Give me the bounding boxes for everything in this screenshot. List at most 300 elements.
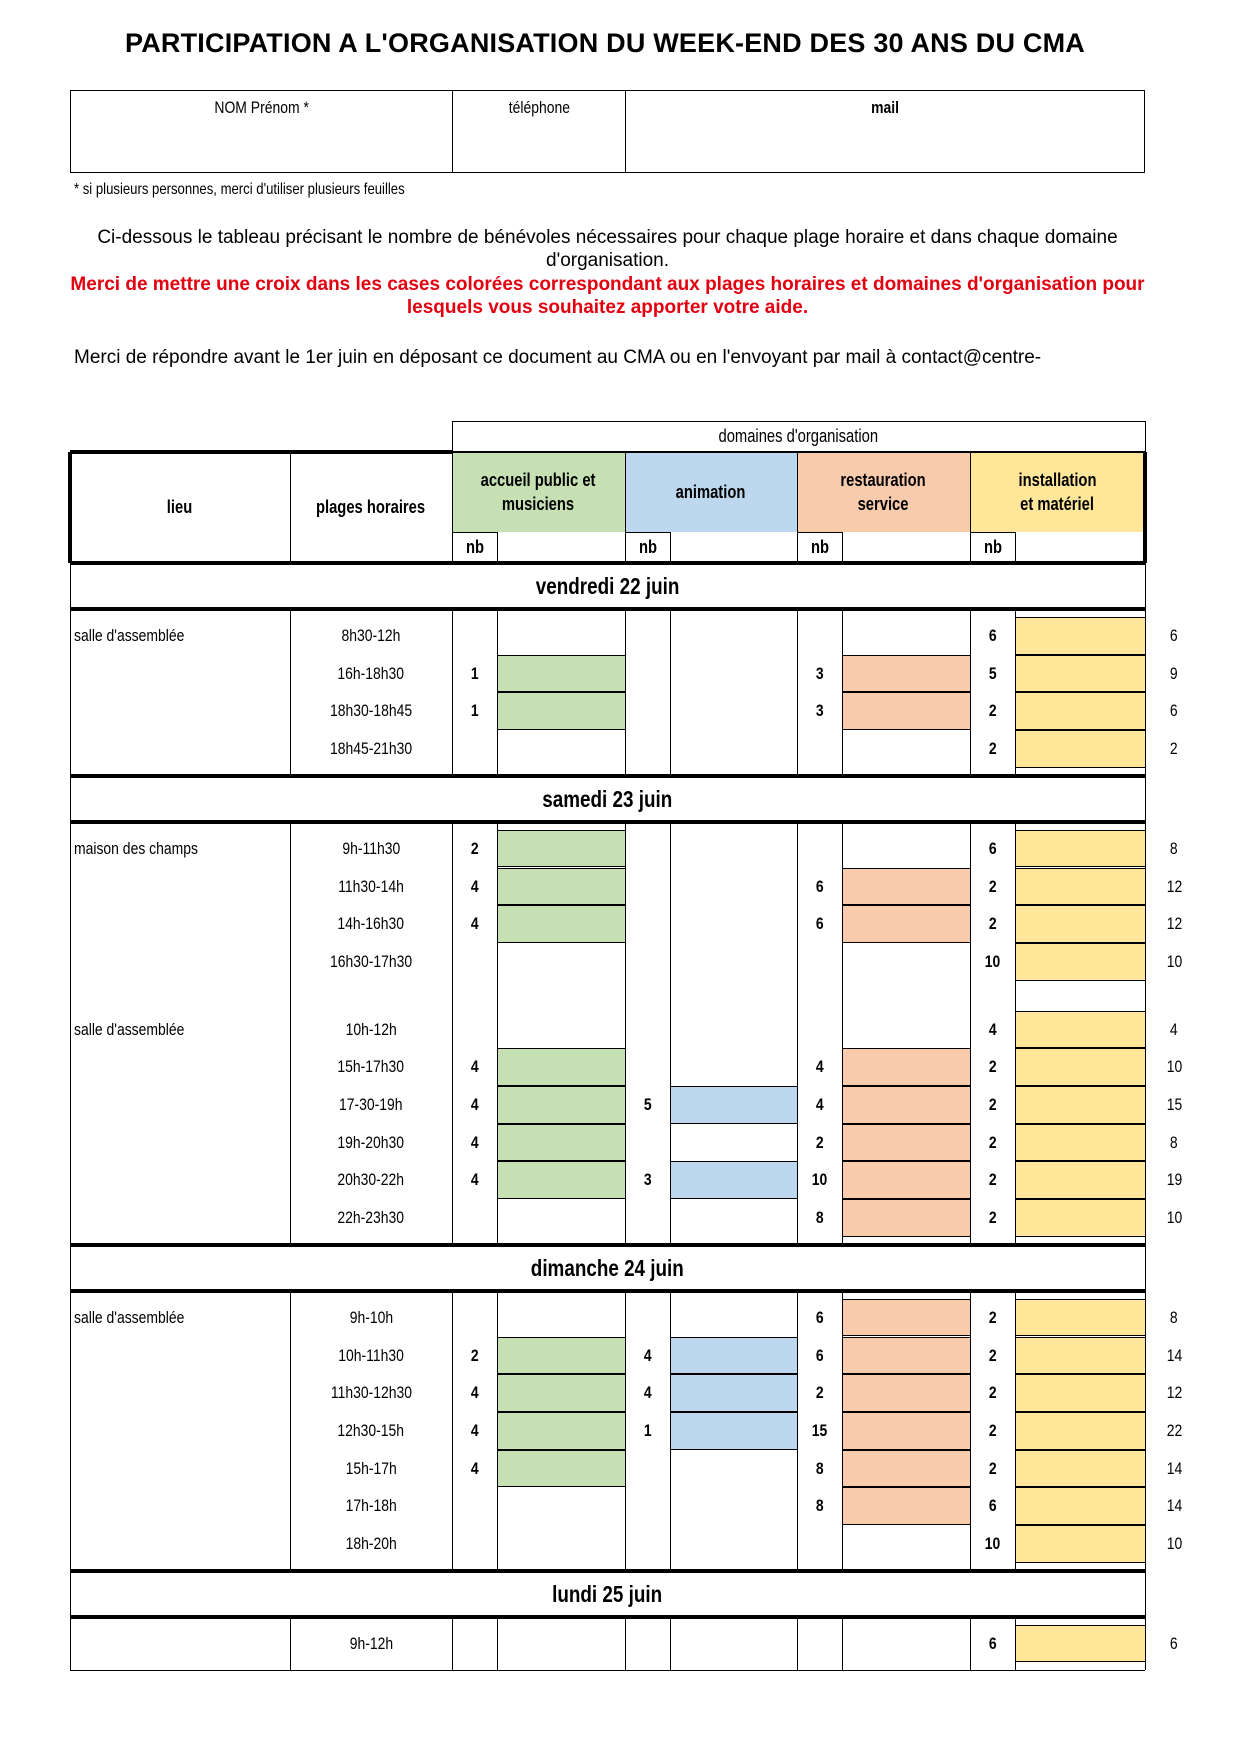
cell-nb-installation-text: 2: [988, 1057, 997, 1077]
cell-nb-restauration-text: 6: [815, 1345, 824, 1365]
cell-nb-installation-text: 2: [988, 1170, 997, 1190]
grid-line-v: [1145, 822, 1146, 1245]
cell-nb-accueil: [452, 1124, 497, 1162]
cell-plage-horaire: [290, 1086, 452, 1124]
row-total-text: 22: [1166, 1420, 1182, 1440]
cell-nb-accueil-text: 4: [470, 1095, 479, 1114]
cell-nb-animation: [625, 1412, 670, 1450]
volunteer-checkbox-accueil[interactable]: [497, 1086, 625, 1124]
row-total-text: 10: [1166, 1534, 1182, 1553]
cell-nb-accueil: [452, 1048, 497, 1086]
cell-nb-restauration-text: 6: [815, 914, 824, 934]
column-header-lieu-text: lieu: [167, 497, 193, 517]
cell-plage-horaire-text: 12h30-15h: [337, 1420, 405, 1440]
cell-nb-animation-text: 4: [643, 1345, 652, 1365]
grid-line-v: [452, 1291, 453, 1571]
row-total-text: 6: [1170, 1633, 1178, 1653]
day-header-3: [70, 1571, 1145, 1617]
cell-nb-installation-text: 4: [988, 1019, 997, 1039]
cell-plage-horaire: [290, 1124, 452, 1162]
row-total-text: 12: [1166, 914, 1182, 934]
domain-label-accueil-0: [452, 468, 625, 492]
day-header-2: [70, 1245, 1145, 1291]
cell-nb-installation-text: 2: [988, 1345, 997, 1365]
cell-nb-accueil: [452, 1161, 497, 1199]
cell-nb-installation: [970, 1412, 1015, 1450]
cell-nb-accueil: [452, 1086, 497, 1124]
cell-nb-installation: [970, 943, 1015, 981]
row-total: [1150, 1199, 1198, 1237]
grid-line-h: [70, 607, 1145, 611]
cell-nb-installation-text: 2: [988, 1095, 997, 1114]
volunteer-checkbox-restauration[interactable]: [842, 1199, 970, 1237]
cell-nb-installation: [970, 730, 1015, 768]
volunteer-checkbox-accueil[interactable]: [497, 1412, 625, 1450]
row-total-text: 19: [1166, 1170, 1182, 1190]
cell-nb-installation-text: 2: [988, 1420, 997, 1440]
grid-line-v: [670, 822, 671, 1245]
grid-line-v: [1143, 452, 1147, 563]
mail-field-label: mail: [871, 98, 899, 117]
volunteer-checkbox-restauration[interactable]: [842, 1487, 970, 1525]
cell-nb-restauration: [797, 868, 842, 906]
cell-nb-restauration: [797, 1086, 842, 1124]
row-total: [1150, 905, 1198, 943]
cell-nb-restauration: [797, 1412, 842, 1450]
volunteer-checkbox-restauration[interactable]: [842, 655, 970, 693]
cell-nb-installation: [970, 617, 1015, 655]
cell-plage-horaire-text: 14h-16h30: [337, 914, 405, 934]
volunteer-checkbox-installation[interactable]: [1015, 1199, 1145, 1237]
grid-line-h: [452, 532, 497, 533]
nb-label-animation-text: nb: [638, 537, 657, 557]
grid-line-v: [290, 1291, 291, 1571]
volunteer-checkbox-animation[interactable]: [670, 1374, 797, 1412]
cell-plage-horaire: [290, 1048, 452, 1086]
grid-line-v: [970, 609, 971, 776]
domain-label-installation-1-text: et matériel: [1020, 494, 1095, 514]
row-total: [1150, 1086, 1198, 1124]
volunteer-checkbox-installation[interactable]: [1015, 1337, 1145, 1375]
cell-nb-restauration: [797, 905, 842, 943]
row-total-text: 8: [1170, 838, 1178, 858]
grid-line-v: [70, 1291, 71, 1571]
grid-line-v: [452, 822, 453, 1245]
cell-nb-accueil-text: 4: [470, 1132, 479, 1152]
volunteer-checkbox-restauration[interactable]: [842, 1161, 970, 1199]
cell-nb-accueil: [452, 655, 497, 693]
cell-nb-restauration-text: 4: [815, 1057, 824, 1077]
volunteer-checkbox-restauration[interactable]: [842, 1412, 970, 1450]
volunteer-checkbox-installation[interactable]: [1015, 905, 1145, 943]
cell-nb-installation: [970, 692, 1015, 730]
volunteer-checkbox-installation[interactable]: [1015, 1625, 1145, 1663]
grid-line-v: [1145, 1571, 1146, 1617]
cell-nb-accueil-text: 4: [470, 876, 479, 896]
cell-nb-accueil-text: 4: [470, 1458, 479, 1478]
volunteer-checkbox-installation[interactable]: [1015, 1124, 1145, 1162]
grid-line-v: [797, 452, 798, 563]
row-total: [1150, 1124, 1198, 1162]
cell-plage-horaire-text: 15h-17h30: [337, 1057, 405, 1077]
grid-line-v: [68, 452, 72, 563]
grid-line-v: [797, 1617, 798, 1671]
nb-label-restauration-text: nb: [810, 537, 829, 557]
cell-plage-horaire: [290, 1487, 452, 1525]
grid-line-v: [625, 822, 626, 1245]
domain-label-installation-0-text: installation: [1018, 470, 1097, 490]
cell-lieu-text: salle d'assemblée: [74, 1019, 185, 1039]
grid-line-v: [970, 1291, 971, 1571]
volunteer-checkbox-animation[interactable]: [670, 1161, 797, 1199]
grid-line-v: [497, 1617, 498, 1671]
cell-nb-installation: [970, 1199, 1015, 1237]
cell-plage-horaire-text: 16h-18h30: [337, 663, 405, 683]
cell-nb-accueil-text: 2: [470, 838, 479, 858]
volunteer-checkbox-installation[interactable]: [1015, 1374, 1145, 1412]
grid-line-v: [842, 532, 843, 563]
grid-line-v: [625, 452, 626, 563]
cell-plage-horaire: [290, 1011, 452, 1049]
grid-line-v: [797, 1291, 798, 1571]
volunteer-checkbox-installation[interactable]: [1015, 943, 1145, 981]
row-total-text: 10: [1166, 1057, 1182, 1077]
cell-plage-horaire: [290, 1337, 452, 1375]
cell-nb-restauration: [797, 692, 842, 730]
cell-plage-horaire-text: 10h-12h: [345, 1019, 397, 1039]
volunteer-checkbox-accueil[interactable]: [497, 655, 625, 693]
cell-plage-horaire-text: 9h-10h: [349, 1307, 393, 1327]
cell-lieu: [70, 1299, 290, 1337]
cell-plage-horaire: [290, 1625, 452, 1663]
grid-line-h: [452, 451, 1145, 453]
row-total: [1150, 1625, 1198, 1663]
grid-line-v: [1015, 822, 1016, 1245]
volunteer-checkbox-installation[interactable]: [1015, 1487, 1145, 1525]
cell-nb-installation: [970, 1124, 1015, 1162]
grid-line-v: [842, 1291, 843, 1571]
cell-plage-horaire: [290, 655, 452, 693]
cell-nb-animation-text: 4: [643, 1383, 652, 1403]
grid-line-v: [842, 822, 843, 1245]
cell-nb-restauration: [797, 1374, 842, 1412]
day-header-0-text: vendredi 22 juin: [535, 573, 680, 599]
cell-nb-animation: [625, 1161, 670, 1199]
cell-nb-animation-text: 5: [643, 1095, 652, 1114]
grid-line-v: [497, 822, 498, 1245]
cell-nb-installation: [970, 1337, 1015, 1375]
grid-line-v: [1145, 609, 1146, 776]
cell-nb-accueil-text: 1: [470, 663, 479, 683]
row-total-text: 14: [1166, 1458, 1182, 1478]
domain-label-restauration-1-text: service: [858, 494, 909, 514]
volunteer-checkbox-restauration[interactable]: [842, 868, 970, 906]
domain-label-installation-1: [970, 492, 1145, 516]
volunteer-checkbox-installation[interactable]: [1015, 617, 1145, 655]
mail-field[interactable]: [626, 91, 1144, 172]
row-total: [1150, 1450, 1198, 1488]
cell-plage-horaire: [290, 1450, 452, 1488]
cell-nb-installation: [970, 905, 1015, 943]
volunteer-checkbox-installation[interactable]: [1015, 1450, 1145, 1488]
cell-plage-horaire-text: 22h-23h30: [337, 1208, 405, 1228]
cell-nb-installation: [970, 1525, 1015, 1563]
grid-line-v: [670, 532, 671, 563]
cell-nb-installation: [970, 1086, 1015, 1124]
contact-form: [70, 90, 1145, 173]
grid-line-v: [1145, 1291, 1146, 1571]
cell-nb-restauration-text: 2: [815, 1383, 824, 1403]
cell-nb-restauration-text: 3: [815, 701, 824, 721]
cell-plage-horaire-text: 11h30-12h30: [330, 1383, 412, 1403]
row-total: [1150, 1337, 1198, 1375]
grid-line-h: [70, 1615, 1145, 1619]
grid-line-v: [70, 1617, 71, 1671]
row-total-text: 6: [1170, 701, 1178, 721]
volunteer-checkbox-installation[interactable]: [1015, 830, 1145, 868]
grid-line-v: [290, 609, 291, 776]
volunteer-checkbox-accueil[interactable]: [497, 1048, 625, 1086]
volunteer-checkbox-restauration[interactable]: [842, 1337, 970, 1375]
volunteer-checkbox-installation[interactable]: [1015, 692, 1145, 730]
volunteer-checkbox-installation[interactable]: [1015, 1011, 1145, 1049]
cell-plage-horaire: [290, 1525, 452, 1563]
cell-plage-horaire-text: 9h-12h: [349, 1633, 393, 1653]
grid-line-v: [625, 609, 626, 776]
cell-nb-restauration: [797, 1161, 842, 1199]
cell-nb-installation-text: 5: [988, 663, 997, 683]
volunteer-checkbox-installation[interactable]: [1015, 1412, 1145, 1450]
cell-nb-restauration-text: 3: [815, 663, 824, 683]
cell-nb-installation-text: 6: [988, 626, 997, 645]
volunteer-checkbox-animation[interactable]: [670, 1412, 797, 1450]
grid-line-v: [670, 1617, 671, 1671]
intro-text: Ci-dessous le tableau précisant le nombre de bénévoles nécessaires pour chaque plage horaire et dans chaque domaine d'organisation.: [97, 227, 1118, 271]
grid-line-v: [70, 1571, 71, 1617]
grid-line-h: [70, 1289, 1145, 1293]
grid-line-v: [670, 1291, 671, 1571]
cell-plage-horaire-text: 18h45-21h30: [329, 739, 413, 759]
volunteer-checkbox-installation[interactable]: [1015, 868, 1145, 906]
grid-line-v: [497, 609, 498, 776]
cell-nb-accueil-text: 4: [470, 1057, 479, 1077]
volunteer-checkbox-installation[interactable]: [1015, 730, 1145, 768]
cell-nb-accueil: [452, 692, 497, 730]
deadline-text: Merci de répondre avant le 1er juin en déposant ce document au CMA ou en l'envoyant par mail à contact@centre-: [74, 347, 1042, 368]
grid-line-v: [70, 776, 71, 822]
name-field-label: NOM Prénom *: [214, 98, 309, 117]
cell-plage-horaire-text: 16h30-17h30: [329, 951, 413, 971]
cell-lieu-text: salle d'assemblée: [74, 1307, 185, 1327]
grid-line-v: [290, 822, 291, 1245]
cell-plage-horaire: [290, 943, 452, 981]
cell-nb-installation-text: 10: [984, 951, 1001, 971]
cell-plage-horaire: [290, 830, 452, 868]
cell-nb-installation-text: 6: [988, 838, 997, 858]
volunteer-checkbox-accueil[interactable]: [497, 868, 625, 906]
volunteer-checkbox-animation[interactable]: [670, 1086, 797, 1124]
domain-label-restauration-0-text: restauration: [840, 470, 927, 490]
volunteer-checkbox-installation[interactable]: [1015, 1048, 1145, 1086]
cell-nb-animation: [625, 1086, 670, 1124]
cell-lieu: [70, 830, 290, 868]
grid-line-h: [625, 532, 670, 533]
cell-plage-horaire-text: 10h-11h30: [338, 1345, 404, 1365]
volunteer-checkbox-accueil[interactable]: [497, 1337, 625, 1375]
cell-nb-installation: [970, 1487, 1015, 1525]
cell-nb-restauration-text: 6: [815, 1307, 824, 1327]
row-total-text: 10: [1166, 1208, 1182, 1228]
group-header-domaines-text: domaines d'organisation: [718, 426, 879, 446]
cell-nb-installation-text: 2: [988, 1132, 997, 1152]
grid-line-h: [797, 532, 842, 533]
cell-nb-accueil-text: 2: [470, 1345, 479, 1365]
volunteer-checkbox-installation[interactable]: [1015, 1161, 1145, 1199]
grid-line-v: [70, 822, 71, 1245]
cell-nb-restauration: [797, 1124, 842, 1162]
grid-line-v: [70, 1245, 71, 1291]
column-header-plages-horaires: [290, 452, 452, 563]
cell-plage-horaire-text: 18h-20h: [345, 1534, 397, 1553]
volunteer-checkbox-installation[interactable]: [1015, 1525, 1145, 1563]
grid-line-v: [625, 1291, 626, 1571]
cell-nb-installation: [970, 1450, 1015, 1488]
grid-line-v: [452, 452, 453, 563]
cell-nb-accueil: [452, 830, 497, 868]
volunteer-checkbox-restauration[interactable]: [842, 1374, 970, 1412]
volunteer-checkbox-restauration[interactable]: [842, 905, 970, 943]
grid-line-v: [1145, 563, 1146, 609]
phone-field-label: téléphone: [508, 98, 570, 117]
row-total: [1150, 655, 1198, 693]
cell-nb-restauration-text: 10: [811, 1170, 828, 1190]
row-total: [1150, 1299, 1198, 1337]
volunteer-checkbox-accueil[interactable]: [497, 1161, 625, 1199]
cell-plage-horaire-text: 19h-20h30: [337, 1132, 405, 1152]
cell-nb-accueil-text: 4: [470, 1383, 479, 1403]
volunteer-checkbox-installation[interactable]: [1015, 1086, 1145, 1124]
cell-nb-accueil-text: 4: [470, 914, 479, 934]
volunteer-checkbox-restauration[interactable]: [842, 1299, 970, 1337]
volunteer-checkbox-animation[interactable]: [670, 1337, 797, 1375]
grid-line-h: [70, 450, 452, 454]
cell-nb-restauration: [797, 1450, 842, 1488]
nb-label-restauration: [797, 532, 842, 563]
cell-nb-restauration: [797, 1299, 842, 1337]
grid-line-v: [290, 1617, 291, 1671]
cell-lieu: [70, 1011, 290, 1049]
cell-plage-horaire: [290, 692, 452, 730]
grid-line-v: [70, 563, 71, 609]
volunteer-checkbox-installation[interactable]: [1015, 655, 1145, 693]
row-total: [1150, 943, 1198, 981]
volunteer-checkbox-accueil[interactable]: [497, 830, 625, 868]
cell-nb-installation: [970, 1011, 1015, 1049]
grid-line-v: [1015, 1291, 1016, 1571]
cell-plage-horaire: [290, 1161, 452, 1199]
volunteer-checkbox-accueil[interactable]: [497, 1374, 625, 1412]
cell-nb-installation-text: 2: [988, 701, 997, 721]
volunteer-checkbox-installation[interactable]: [1015, 1299, 1145, 1337]
cell-nb-restauration-text: 8: [815, 1458, 824, 1478]
volunteer-checkbox-restauration[interactable]: [842, 1124, 970, 1162]
instruction-text: Merci de mettre une croix dans les cases colorées correspondant aux plages horaires et domaines d'organisation pour lesquels vous souhaitez apporter votre aide.: [70, 274, 1145, 318]
cell-nb-installation: [970, 1048, 1015, 1086]
cell-plage-horaire: [290, 1199, 452, 1237]
cell-nb-restauration-text: 4: [815, 1095, 824, 1114]
cell-plage-horaire: [290, 868, 452, 906]
volunteer-checkbox-restauration[interactable]: [842, 692, 970, 730]
domain-label-accueil-1: [452, 492, 625, 516]
grid-line-v: [1015, 609, 1016, 776]
volunteer-checkbox-restauration[interactable]: [842, 1048, 970, 1086]
volunteer-checkbox-restauration[interactable]: [842, 1086, 970, 1124]
cell-nb-restauration-text: 8: [815, 1496, 824, 1516]
grid-line-v: [1015, 532, 1016, 563]
domain-label-animation-0-text: animation: [676, 482, 746, 502]
volunteer-checkbox-accueil[interactable]: [497, 905, 625, 943]
row-total-text: 10: [1166, 951, 1182, 971]
volunteer-checkbox-accueil[interactable]: [497, 1124, 625, 1162]
domain-label-accueil-1-text: musiciens: [502, 494, 575, 514]
cell-nb-animation: [625, 1337, 670, 1375]
cell-nb-installation-text: 10: [984, 1534, 1001, 1553]
grid-line-v: [970, 452, 971, 563]
volunteer-checkbox-restauration[interactable]: [842, 1450, 970, 1488]
domain-label-restauration-1: [797, 492, 970, 516]
cell-plage-horaire-text: 9h-11h30: [342, 838, 400, 858]
grid-line-v: [497, 1291, 498, 1571]
volunteer-checkbox-accueil[interactable]: [497, 1450, 625, 1488]
row-total: [1150, 1374, 1198, 1412]
phone-field[interactable]: [453, 91, 626, 172]
cell-nb-restauration-text: 15: [811, 1420, 828, 1440]
row-total: [1150, 1161, 1198, 1199]
cell-nb-installation-text: 2: [988, 1307, 997, 1327]
cell-nb-accueil-text: 4: [470, 1420, 479, 1440]
row-total: [1150, 868, 1198, 906]
grid-line-v: [842, 1617, 843, 1671]
nb-label-installation: [970, 532, 1015, 563]
cell-nb-installation: [970, 1625, 1015, 1663]
grid-line-h: [70, 1670, 1145, 1672]
nb-label-accueil-text: nb: [465, 537, 484, 557]
cell-nb-installation-text: 2: [988, 876, 997, 896]
row-total-text: 14: [1166, 1345, 1182, 1365]
nb-label-installation-text: nb: [983, 537, 1002, 557]
grid-line-v: [1145, 1245, 1146, 1291]
domain-label-installation-0: [970, 468, 1145, 492]
volunteer-checkbox-accueil[interactable]: [497, 692, 625, 730]
name-field[interactable]: [71, 91, 453, 172]
grid-line-v: [452, 1617, 453, 1671]
grid-line-v: [625, 1617, 626, 1671]
grid-line-v: [670, 609, 671, 776]
domain-label-animation-0: [625, 480, 797, 504]
cell-nb-restauration: [797, 655, 842, 693]
cell-nb-restauration-text: 8: [815, 1208, 824, 1228]
row-total: [1150, 1487, 1198, 1525]
cell-lieu: [70, 617, 290, 655]
row-total-text: 6: [1170, 626, 1178, 645]
cell-nb-accueil: [452, 1337, 497, 1375]
row-total: [1150, 1011, 1198, 1049]
row-total-text: 14: [1166, 1496, 1182, 1516]
grid-line-v: [70, 609, 71, 776]
grid-line-v: [842, 609, 843, 776]
grid-line-v: [452, 609, 453, 776]
cell-nb-installation: [970, 1161, 1015, 1199]
